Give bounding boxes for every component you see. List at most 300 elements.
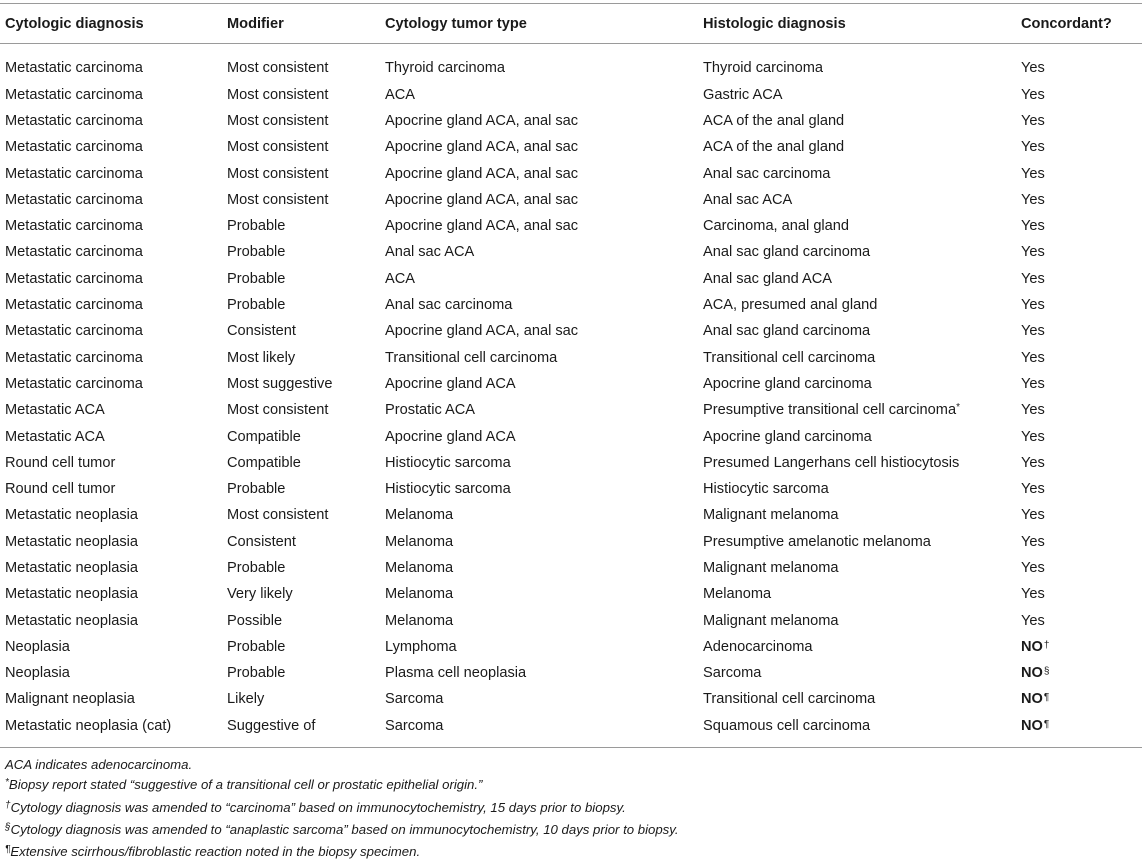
cell-cytology-tumor-type	[380, 187, 698, 213]
cell-concordant	[1016, 160, 1142, 186]
cell-cytology-tumor-type	[380, 371, 698, 397]
cell-concordant	[1016, 502, 1142, 528]
cell-histologic-diagnosis-text: Transitional cell carcinoma	[703, 349, 876, 366]
cell-concordant-text: Yes	[1021, 533, 1045, 550]
cell-modifier-text: Very likely	[227, 586, 293, 603]
cell-cytology-tumor-type-text: Thyroid carcinoma	[385, 59, 506, 76]
cell-histologic-diagnosis-text: Squamous cell carcinoma	[703, 718, 871, 735]
table-row	[0, 476, 1142, 502]
cell-cytologic-diagnosis	[0, 423, 222, 449]
cell-cytology-tumor-type-text: Histiocytic sarcoma	[385, 454, 511, 471]
cell-modifier	[222, 581, 380, 607]
cell-modifier	[222, 134, 380, 160]
concordance-table	[0, 3, 1142, 748]
cell-cytologic-diagnosis	[0, 160, 222, 186]
cell-histologic-diagnosis	[698, 423, 1016, 449]
cell-cytology-tumor-type-text: Apocrine gland ACA	[385, 428, 516, 445]
cell-modifier-text: Consistent	[227, 323, 296, 340]
cell-concordant-text: Yes	[1021, 297, 1045, 314]
cell-cytologic-diagnosis	[0, 397, 222, 423]
header-cytology-tumor-type: Cytology tumor type	[380, 4, 698, 44]
cell-cytologic-diagnosis	[0, 555, 222, 581]
table-row	[0, 555, 1142, 581]
cell-modifier	[222, 266, 380, 292]
cell-cytologic-diagnosis	[0, 82, 222, 108]
cell-modifier-text: Most likely	[227, 349, 296, 366]
cell-concordant	[1016, 318, 1142, 344]
cell-cytology-tumor-type-text: Lymphoma	[385, 638, 457, 655]
cell-modifier-text: Probable	[227, 665, 286, 682]
cell-concordant	[1016, 607, 1142, 633]
cell-modifier-text: Probable	[227, 297, 286, 314]
cell-cytologic-diagnosis	[0, 292, 222, 318]
cell-modifier	[222, 686, 380, 712]
cell-modifier	[222, 44, 380, 82]
cell-concordant-text: Yes	[1021, 323, 1045, 340]
cell-modifier	[222, 292, 380, 318]
cell-histologic-diagnosis	[698, 502, 1016, 528]
cell-histologic-diagnosis	[698, 529, 1016, 555]
header-concordant: Concordant?	[1016, 4, 1142, 44]
cell-histologic-diagnosis	[698, 450, 1016, 476]
cell-modifier	[222, 239, 380, 265]
cell-modifier	[222, 529, 380, 555]
cell-histologic-diagnosis-text: Malignant melanoma	[703, 612, 839, 629]
cell-cytology-tumor-type-text: Anal sac ACA	[385, 244, 475, 261]
cell-histologic-diagnosis-text: Histiocytic sarcoma	[703, 481, 829, 498]
cell-cytology-tumor-type-text: ACA	[385, 86, 416, 103]
table-row	[0, 318, 1142, 344]
footnote-marker: †	[1043, 639, 1050, 651]
cell-concordant	[1016, 344, 1142, 370]
cell-cytologic-diagnosis	[0, 607, 222, 633]
cell-histologic-diagnosis	[698, 239, 1016, 265]
cell-cytology-tumor-type	[380, 292, 698, 318]
cell-histologic-diagnosis-text: Sarcoma	[703, 665, 762, 682]
cell-histologic-diagnosis	[698, 344, 1016, 370]
table-row	[0, 160, 1142, 186]
cell-modifier	[222, 555, 380, 581]
footnote-marker: ¶	[1043, 692, 1050, 704]
cell-concordant-text: Yes	[1021, 165, 1045, 182]
table-row	[0, 423, 1142, 449]
cell-modifier	[222, 502, 380, 528]
cell-cytologic-diagnosis-text: Neoplasia	[5, 638, 70, 655]
cell-cytology-tumor-type-text: Transitional cell carcinoma	[385, 349, 558, 366]
cell-cytology-tumor-type-text: Melanoma	[385, 612, 454, 629]
cell-concordant-text: Yes	[1021, 86, 1045, 103]
cell-cytology-tumor-type	[380, 476, 698, 502]
cell-modifier	[222, 318, 380, 344]
cell-cytologic-diagnosis	[0, 44, 222, 82]
cell-modifier	[222, 108, 380, 134]
cell-cytology-tumor-type	[380, 266, 698, 292]
table-bottom-rule	[0, 747, 1142, 748]
cell-concordant-text: Yes	[1021, 59, 1045, 76]
cell-cytologic-diagnosis-text: Metastatic carcinoma	[5, 165, 143, 182]
cell-cytologic-diagnosis-text: Neoplasia	[5, 665, 70, 682]
cell-concordant-text: Yes	[1021, 349, 1045, 366]
cell-cytologic-diagnosis	[0, 634, 222, 660]
cell-concordant-text: Yes	[1021, 428, 1045, 445]
cell-cytologic-diagnosis-text: Metastatic neoplasia	[5, 586, 139, 603]
cell-cytology-tumor-type	[380, 134, 698, 160]
cell-cytologic-diagnosis-text: Metastatic neoplasia	[5, 559, 139, 576]
cell-cytology-tumor-type	[380, 450, 698, 476]
table-row	[0, 581, 1142, 607]
cell-concordant-text: Yes	[1021, 191, 1045, 208]
cell-cytologic-diagnosis-text: Metastatic carcinoma	[5, 112, 143, 129]
cell-cytologic-diagnosis-text: Metastatic carcinoma	[5, 244, 143, 261]
table-header	[0, 4, 1142, 44]
cell-cytologic-diagnosis	[0, 713, 222, 748]
table-body	[0, 44, 1142, 748]
footnote-text: ACA indicates adenocarcinoma.	[5, 757, 193, 772]
cell-histologic-diagnosis	[698, 266, 1016, 292]
cell-modifier-text: Probable	[227, 244, 286, 261]
cell-cytology-tumor-type	[380, 239, 698, 265]
cell-cytologic-diagnosis	[0, 529, 222, 555]
footnote-text: Biopsy report stated “suggestive of a transitional cell or prostatic epithelial origin.”	[8, 777, 483, 793]
cell-concordant-text: Yes	[1021, 402, 1045, 419]
cell-histologic-diagnosis-text: Anal sac gland carcinoma	[703, 323, 871, 340]
footnote-marker: ¶	[1043, 719, 1050, 731]
cell-histologic-diagnosis	[698, 634, 1016, 660]
cell-modifier-text: Probable	[227, 270, 286, 287]
footnote	[5, 798, 1135, 820]
cell-concordant	[1016, 581, 1142, 607]
cell-histologic-diagnosis-text: Thyroid carcinoma	[703, 59, 824, 76]
cell-modifier-text: Most consistent	[227, 507, 329, 524]
cell-cytology-tumor-type-text: Plasma cell neoplasia	[385, 665, 527, 682]
cell-cytologic-diagnosis-text: Metastatic carcinoma	[5, 270, 143, 287]
cell-cytology-tumor-type	[380, 581, 698, 607]
table-row	[0, 686, 1142, 712]
cell-cytologic-diagnosis-text: Metastatic neoplasia	[5, 533, 139, 550]
cell-concordant	[1016, 292, 1142, 318]
cell-concordant-text: Yes	[1021, 112, 1045, 129]
cell-cytologic-diagnosis-text: Metastatic carcinoma	[5, 191, 143, 208]
table-row	[0, 187, 1142, 213]
cell-histologic-diagnosis	[698, 44, 1016, 82]
cell-modifier-text: Probable	[227, 638, 286, 655]
table-row	[0, 344, 1142, 370]
cell-cytology-tumor-type-text: Apocrine gland ACA, anal sac	[385, 165, 579, 182]
cell-modifier	[222, 607, 380, 633]
footnote-marker: §	[1043, 666, 1050, 678]
cell-cytology-tumor-type-text: Melanoma	[385, 533, 454, 550]
cell-modifier	[222, 660, 380, 686]
cell-cytologic-diagnosis	[0, 476, 222, 502]
cell-histologic-diagnosis-text: Presumptive amelanotic melanoma	[703, 533, 931, 550]
cell-cytologic-diagnosis-text: Round cell tumor	[5, 454, 116, 471]
cell-modifier-text: Most consistent	[227, 139, 329, 156]
cell-cytologic-diagnosis	[0, 187, 222, 213]
table-row	[0, 634, 1142, 660]
cell-cytologic-diagnosis-text: Metastatic carcinoma	[5, 349, 143, 366]
cell-histologic-diagnosis-text: Adenocarcinoma	[703, 638, 813, 655]
cell-histologic-diagnosis	[698, 134, 1016, 160]
cell-concordant-text: Yes	[1021, 481, 1045, 498]
cell-concordant-text: NO	[1021, 665, 1043, 682]
cell-concordant-text: Yes	[1021, 454, 1045, 471]
cell-cytologic-diagnosis-text: Metastatic neoplasia (cat)	[5, 718, 172, 735]
cell-histologic-diagnosis-text: Transitional cell carcinoma	[703, 691, 876, 708]
cell-concordant	[1016, 134, 1142, 160]
cell-histologic-diagnosis	[698, 318, 1016, 344]
header-modifier: Modifier	[222, 4, 380, 44]
cell-cytology-tumor-type-text: Apocrine gland ACA, anal sac	[385, 323, 579, 340]
cell-cytology-tumor-type	[380, 686, 698, 712]
cell-cytologic-diagnosis-text: Round cell tumor	[5, 481, 116, 498]
cell-histologic-diagnosis	[698, 292, 1016, 318]
cell-cytology-tumor-type-text: Sarcoma	[385, 718, 444, 735]
cell-concordant-text: Yes	[1021, 270, 1045, 287]
cell-modifier-text: Probable	[227, 559, 286, 576]
cell-concordant	[1016, 397, 1142, 423]
table-row	[0, 450, 1142, 476]
cell-cytologic-diagnosis-text: Metastatic carcinoma	[5, 218, 143, 235]
header-cytologic-diagnosis: Cytologic diagnosis	[0, 4, 222, 44]
cell-histologic-diagnosis	[698, 713, 1016, 748]
cell-modifier-text: Compatible	[227, 428, 301, 445]
cell-cytologic-diagnosis-text: Metastatic neoplasia	[5, 612, 139, 629]
cell-cytologic-diagnosis	[0, 371, 222, 397]
footnote-symbol: *	[5, 777, 9, 789]
cell-modifier-text: Consistent	[227, 533, 296, 550]
table-row	[0, 44, 1142, 82]
cell-concordant	[1016, 634, 1142, 660]
cell-cytologic-diagnosis	[0, 581, 222, 607]
cell-histologic-diagnosis	[698, 108, 1016, 134]
cell-cytologic-diagnosis-text: Metastatic ACA	[5, 402, 105, 419]
cell-cytology-tumor-type	[380, 44, 698, 82]
cell-concordant	[1016, 44, 1142, 82]
cell-cytologic-diagnosis	[0, 108, 222, 134]
cell-cytologic-diagnosis	[0, 344, 222, 370]
cell-modifier	[222, 344, 380, 370]
cell-cytologic-diagnosis	[0, 660, 222, 686]
cell-histologic-diagnosis-text: Malignant melanoma	[703, 559, 839, 576]
table-row	[0, 292, 1142, 318]
table-row	[0, 529, 1142, 555]
cell-concordant-text: Yes	[1021, 507, 1045, 524]
cell-concordant	[1016, 213, 1142, 239]
cell-concordant	[1016, 476, 1142, 502]
cell-histologic-diagnosis-text: Gastric ACA	[703, 86, 783, 103]
cell-modifier	[222, 713, 380, 748]
footnote	[5, 775, 1135, 797]
table-row	[0, 82, 1142, 108]
cell-modifier	[222, 423, 380, 449]
cell-cytology-tumor-type	[380, 82, 698, 108]
cell-histologic-diagnosis	[698, 581, 1016, 607]
cell-cytology-tumor-type-text: Apocrine gland ACA, anal sac	[385, 139, 579, 156]
cell-modifier-text: Most consistent	[227, 191, 329, 208]
cell-histologic-diagnosis-text: Carcinoma, anal gland	[703, 218, 850, 235]
cell-modifier	[222, 187, 380, 213]
cell-concordant-text: Yes	[1021, 586, 1045, 603]
cell-modifier	[222, 371, 380, 397]
cell-modifier-text: Likely	[227, 691, 265, 708]
table-row	[0, 502, 1142, 528]
cell-cytologic-diagnosis	[0, 266, 222, 292]
cell-cytologic-diagnosis-text: Metastatic carcinoma	[5, 375, 143, 392]
table-row	[0, 266, 1142, 292]
cell-concordant	[1016, 82, 1142, 108]
cell-concordant	[1016, 108, 1142, 134]
cell-histologic-diagnosis-text: ACA of the anal gland	[703, 139, 845, 156]
cell-concordant	[1016, 450, 1142, 476]
cell-cytologic-diagnosis	[0, 450, 222, 476]
cell-modifier	[222, 476, 380, 502]
cell-cytologic-diagnosis-text: Metastatic ACA	[5, 428, 105, 445]
cell-modifier	[222, 213, 380, 239]
cell-concordant-text: Yes	[1021, 244, 1045, 261]
cell-histologic-diagnosis	[698, 187, 1016, 213]
cell-cytology-tumor-type-text: Anal sac carcinoma	[385, 297, 513, 314]
cell-concordant-text: NO	[1021, 718, 1043, 735]
cell-histologic-diagnosis-text: Anal sac ACA	[703, 191, 793, 208]
cell-cytology-tumor-type-text: Melanoma	[385, 586, 454, 603]
cell-cytology-tumor-type-text: Sarcoma	[385, 691, 444, 708]
footnote-symbol: §	[5, 821, 11, 833]
cell-cytology-tumor-type-text: Histiocytic sarcoma	[385, 481, 511, 498]
cell-cytologic-diagnosis-text: Metastatic carcinoma	[5, 139, 143, 156]
cell-modifier	[222, 634, 380, 660]
cell-modifier	[222, 397, 380, 423]
footnote-symbol: ¶	[5, 844, 11, 856]
cell-concordant	[1016, 529, 1142, 555]
cell-cytology-tumor-type	[380, 108, 698, 134]
cell-modifier-text: Probable	[227, 218, 286, 235]
footnote-text: Cytology diagnosis was amended to “anaplastic sarcoma” based on immunocytochemistry, 10 days prior to biopsy.	[10, 821, 679, 837]
cell-cytologic-diagnosis-text: Metastatic neoplasia	[5, 507, 139, 524]
cell-modifier-text: Most suggestive	[227, 375, 333, 392]
cell-histologic-diagnosis-text: Malignant melanoma	[703, 507, 839, 524]
cell-concordant	[1016, 555, 1142, 581]
footnote-text: Extensive scirrhous/fibroblastic reaction noted in the biopsy specimen.	[10, 844, 421, 860]
cell-histologic-diagnosis	[698, 686, 1016, 712]
cell-concordant	[1016, 686, 1142, 712]
cell-histologic-diagnosis	[698, 660, 1016, 686]
cell-cytology-tumor-type-text: Prostatic ACA	[385, 402, 476, 419]
cell-cytology-tumor-type	[380, 660, 698, 686]
cell-cytologic-diagnosis	[0, 686, 222, 712]
cell-cytology-tumor-type	[380, 213, 698, 239]
cell-concordant-text: Yes	[1021, 218, 1045, 235]
cell-concordant-text: NO	[1021, 691, 1043, 708]
cell-histologic-diagnosis-text: Anal sac gland carcinoma	[703, 244, 871, 261]
cell-cytologic-diagnosis	[0, 318, 222, 344]
cell-histologic-diagnosis	[698, 82, 1016, 108]
cell-modifier-text: Most consistent	[227, 86, 329, 103]
cell-histologic-diagnosis-text: Anal sac carcinoma	[703, 165, 831, 182]
cell-cytologic-diagnosis	[0, 213, 222, 239]
cell-concordant	[1016, 187, 1142, 213]
cell-concordant-text: Yes	[1021, 612, 1045, 629]
cell-cytologic-diagnosis	[0, 502, 222, 528]
table-row	[0, 134, 1142, 160]
table-row	[0, 713, 1142, 748]
cell-histologic-diagnosis-text: ACA, presumed anal gland	[703, 297, 878, 314]
cell-histologic-diagnosis-text: Presumed Langerhans cell histiocytosis	[703, 454, 960, 471]
cell-histologic-diagnosis	[698, 555, 1016, 581]
cell-cytology-tumor-type	[380, 160, 698, 186]
cell-histologic-diagnosis	[698, 476, 1016, 502]
cell-cytologic-diagnosis-text: Metastatic carcinoma	[5, 86, 143, 103]
cell-histologic-diagnosis	[698, 371, 1016, 397]
cell-cytology-tumor-type	[380, 344, 698, 370]
header-row	[0, 4, 1142, 44]
cell-cytologic-diagnosis-text: Malignant neoplasia	[5, 691, 135, 708]
cell-modifier-text: Suggestive of	[227, 718, 316, 735]
table-row	[0, 660, 1142, 686]
cell-cytology-tumor-type	[380, 634, 698, 660]
header-histologic-diagnosis: Histologic diagnosis	[698, 4, 1016, 44]
footnote-text: Cytology diagnosis was amended to “carcinoma” based on immunocytochemistry, 15 days prior to biopsy.	[10, 799, 626, 815]
cell-cytologic-diagnosis	[0, 134, 222, 160]
cell-concordant-text: Yes	[1021, 139, 1045, 156]
cell-cytology-tumor-type	[380, 502, 698, 528]
table-row	[0, 213, 1142, 239]
cell-cytology-tumor-type-text: Apocrine gland ACA	[385, 375, 516, 392]
cell-histologic-diagnosis-text: Anal sac gland ACA	[703, 270, 832, 287]
table-row	[0, 371, 1142, 397]
footnote	[5, 842, 1135, 864]
cell-modifier	[222, 82, 380, 108]
footnote-symbol: †	[5, 799, 11, 811]
cell-modifier-text: Compatible	[227, 454, 301, 471]
cell-histologic-diagnosis	[698, 160, 1016, 186]
cell-modifier-text: Most consistent	[227, 59, 329, 76]
cell-cytology-tumor-type-text: ACA	[385, 270, 416, 287]
cell-modifier-text: Most consistent	[227, 112, 329, 129]
cell-concordant-text: NO	[1021, 638, 1043, 655]
cell-histologic-diagnosis-text: ACA of the anal gland	[703, 112, 845, 129]
table-row	[0, 607, 1142, 633]
cell-cytology-tumor-type	[380, 713, 698, 748]
cell-modifier-text: Possible	[227, 612, 283, 629]
cell-cytology-tumor-type-text: Apocrine gland ACA, anal sac	[385, 191, 579, 208]
table-row	[0, 108, 1142, 134]
cell-cytologic-diagnosis-text: Metastatic carcinoma	[5, 59, 143, 76]
cell-modifier	[222, 160, 380, 186]
cell-histologic-diagnosis	[698, 397, 1016, 423]
cell-histologic-diagnosis-text: Melanoma	[703, 586, 772, 603]
cell-cytologic-diagnosis	[0, 239, 222, 265]
cell-concordant	[1016, 239, 1142, 265]
footnote	[5, 820, 1135, 842]
cell-cytology-tumor-type	[380, 607, 698, 633]
cell-concordant-text: Yes	[1021, 559, 1045, 576]
cell-modifier-text: Most consistent	[227, 402, 329, 419]
cell-cytology-tumor-type	[380, 555, 698, 581]
cell-cytology-tumor-type	[380, 318, 698, 344]
cell-modifier-text: Probable	[227, 481, 286, 498]
cell-concordant	[1016, 266, 1142, 292]
cell-concordant	[1016, 713, 1142, 748]
cell-cytologic-diagnosis-text: Metastatic carcinoma	[5, 297, 143, 314]
cell-modifier	[222, 450, 380, 476]
cell-cytology-tumor-type-text: Apocrine gland ACA, anal sac	[385, 112, 579, 129]
cell-concordant	[1016, 660, 1142, 686]
cell-cytology-tumor-type-text: Melanoma	[385, 507, 454, 524]
cell-cytologic-diagnosis-text: Metastatic carcinoma	[5, 323, 143, 340]
cell-concordant	[1016, 371, 1142, 397]
cell-cytology-tumor-type-text: Apocrine gland ACA, anal sac	[385, 218, 579, 235]
table-row	[0, 239, 1142, 265]
